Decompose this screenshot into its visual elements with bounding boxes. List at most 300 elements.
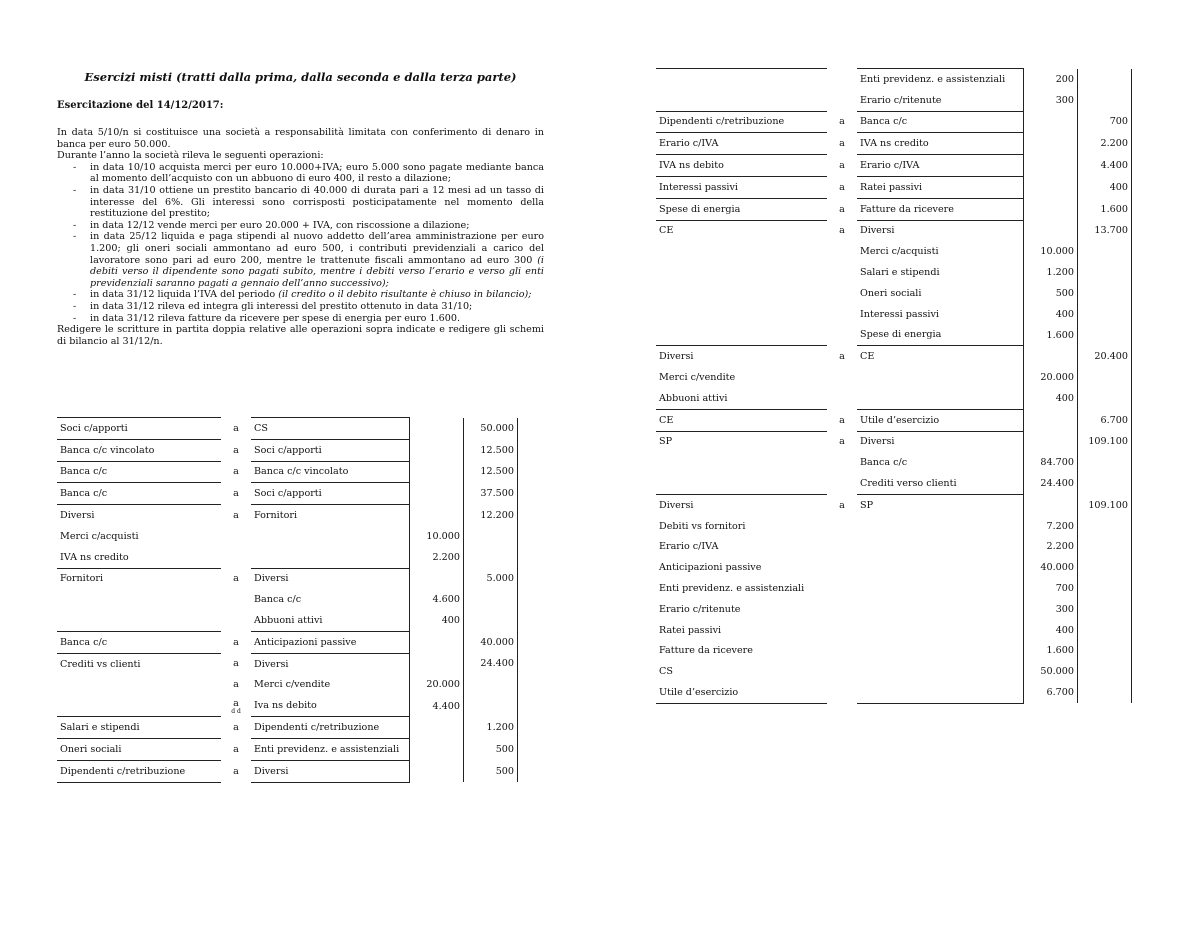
partial-amount-cell [410, 760, 464, 782]
a-marker-text: a [233, 658, 239, 670]
credit-account-cell [857, 641, 1024, 662]
credit-account-cell [251, 631, 410, 653]
partial-amount-cell [1024, 69, 1078, 90]
journal-row [57, 695, 518, 716]
partial-amount-cell [1024, 304, 1078, 325]
partial-amount-cell [410, 738, 464, 760]
closing-paragraph: Redigere le scritture in partita doppia relative alle operazioni sopra indicate e redigere gli schemi di bilancio al 31/12/n. [57, 324, 544, 347]
partial-amount-text: 300 [1055, 94, 1074, 106]
a-marker-cell [827, 494, 857, 515]
journal-row [57, 461, 518, 483]
a-marker-cell [221, 653, 251, 674]
document-title: Esercizi misti (tratti dalla prima, dalla seconda e dalla terza parte) [84, 70, 517, 84]
partial-amount-cell [410, 568, 464, 589]
a-marker-cell [221, 760, 251, 782]
credit-account-cell [857, 452, 1024, 473]
credit-account-text: Soci c/apporti [254, 488, 322, 500]
journal-row [656, 494, 1132, 515]
a-marker-cell [827, 176, 857, 198]
journal-row [656, 599, 1132, 620]
debit-account-cell [656, 516, 827, 537]
total-amount-cell [464, 717, 518, 739]
journal-row [656, 473, 1132, 494]
debit-account-cell [656, 262, 827, 283]
debit-account-text: Banca c/c [60, 466, 108, 478]
partial-amount-cell [1024, 473, 1078, 494]
total-amount-text: 12.200 [480, 509, 514, 521]
a-marker-text: a [233, 636, 239, 648]
a-marker-text: a [233, 765, 239, 777]
credit-account-cell [857, 367, 1024, 388]
partial-amount-cell [1024, 452, 1078, 473]
total-amount-text: 20.400 [1094, 351, 1128, 362]
debit-account-cell [57, 526, 221, 547]
credit-account-cell [857, 176, 1024, 198]
partial-amount-cell [1024, 661, 1078, 682]
credit-account-cell [251, 610, 410, 631]
journal-row [57, 589, 518, 610]
credit-account-text: Banca c/c vincolato [254, 466, 349, 478]
credit-account-cell [857, 241, 1024, 262]
total-amount-cell [1078, 494, 1132, 515]
credit-account-cell [857, 578, 1024, 599]
partial-amount-text: 1.600 [1046, 645, 1074, 657]
debit-account-cell [57, 547, 221, 568]
total-amount-cell [464, 439, 518, 461]
partial-amount-text: 40.000 [1040, 562, 1074, 574]
a-marker-cell [827, 557, 857, 578]
partial-amount-text: 7.200 [1046, 520, 1074, 532]
debit-account-cell [57, 695, 221, 716]
journal-entries-table-left [57, 417, 518, 783]
partial-amount-cell [410, 675, 464, 696]
partial-amount-text: 6.700 [1046, 687, 1074, 699]
debit-account-cell [656, 578, 827, 599]
partial-amount-cell [410, 717, 464, 739]
debit-account-text: Utile d’esercizio [659, 687, 739, 698]
total-amount-cell [1078, 641, 1132, 662]
credit-account-cell [251, 418, 410, 440]
partial-amount-cell [1024, 133, 1078, 155]
credit-account-cell [857, 661, 1024, 682]
credit-account-text: Dipendenti c/retribuzione [254, 722, 380, 734]
debit-account-text: CE [659, 414, 674, 426]
debit-account-cell [57, 760, 221, 782]
a-marker-cell [827, 661, 857, 682]
partial-amount-cell [1024, 111, 1078, 133]
journal-row [57, 526, 518, 547]
partial-amount-cell [1024, 241, 1078, 262]
operation-note: (il credito o il debito risultante è chiuso in bilancio); [278, 289, 532, 301]
partial-amount-cell [1024, 388, 1078, 409]
partial-amount-text: 4.600 [432, 594, 460, 606]
debit-account-text: Oneri sociali [60, 743, 122, 755]
total-amount-cell [1078, 452, 1132, 473]
total-amount-cell [464, 738, 518, 760]
total-amount-text: 12.500 [480, 444, 514, 456]
debit-account-cell [656, 388, 827, 409]
a-marker-text: a [839, 138, 845, 150]
credit-account-text: Banca c/c [860, 116, 908, 128]
total-amount-text: 500 [495, 743, 514, 755]
a-marker-cell [827, 90, 857, 111]
a-marker-cell [827, 346, 857, 367]
total-amount-cell [1078, 155, 1132, 177]
journal-row [656, 220, 1132, 241]
debit-account-text: Dipendenti c/retribuzione [659, 116, 785, 128]
partial-amount-text: 500 [1055, 287, 1074, 299]
journal-row [57, 760, 518, 782]
a-marker-text: a [839, 225, 845, 237]
partial-amount-cell [410, 589, 464, 610]
a-marker-cell [827, 367, 857, 388]
total-amount-cell [1078, 283, 1132, 304]
operation-text: in data 31/12 rileva ed integra gli interessi del prestito ottenuto in data 31/10; [90, 300, 473, 312]
operation-item [90, 231, 544, 289]
credit-account-cell [251, 461, 410, 483]
journal-row [656, 304, 1132, 325]
total-amount-text: 400 [1109, 181, 1128, 193]
credit-account-cell [251, 760, 410, 782]
total-amount-cell [1078, 388, 1132, 409]
debit-account-cell [656, 69, 827, 90]
journal-row [656, 262, 1132, 283]
credit-account-text: Diversi [860, 436, 895, 448]
total-amount-cell [1078, 346, 1132, 367]
partial-amount-cell [1024, 409, 1078, 431]
partial-amount-cell [410, 505, 464, 526]
debit-account-text: SP [659, 436, 673, 448]
debit-account-text: Erario c/ritenute [659, 603, 741, 615]
credit-account-cell [857, 494, 1024, 515]
debit-account-text: Banca c/c [60, 636, 108, 648]
journal-row [57, 717, 518, 739]
a-marker-cell [827, 325, 857, 346]
debit-account-cell [57, 653, 221, 674]
partial-amount-cell [1024, 155, 1078, 177]
credit-account-cell [857, 283, 1024, 304]
partial-amount-text: 1.200 [1046, 267, 1074, 279]
debit-account-cell [656, 494, 827, 515]
operation-item [90, 313, 544, 325]
debit-account-cell [656, 155, 827, 177]
total-amount-text: 500 [495, 765, 514, 777]
operations-list [57, 162, 544, 324]
credit-account-cell [251, 526, 410, 547]
a-marker-cell [221, 610, 251, 631]
a-marker-cell [827, 578, 857, 599]
credit-account-cell [857, 388, 1024, 409]
credit-account-cell [857, 133, 1024, 155]
credit-account-text: Oneri sociali [860, 287, 922, 299]
partial-amount-cell [1024, 641, 1078, 662]
a-marker-cell [827, 304, 857, 325]
intro-paragraph: In data 5/10/n si costituisce una società a responsabilità limitata con conferimento di denaro in banca per euro 50.000. [57, 127, 544, 150]
partial-amount-cell [1024, 494, 1078, 515]
debit-account-text: Debiti vs fornitori [659, 520, 746, 532]
partial-amount-text: 24.400 [1040, 478, 1074, 490]
a-marker-cell [221, 738, 251, 760]
credit-account-text: Merci c/vendite [254, 679, 331, 691]
partial-amount-cell [410, 439, 464, 461]
credit-account-text: Diversi [254, 765, 289, 777]
partial-amount-cell [1024, 682, 1078, 703]
debit-account-cell [656, 599, 827, 620]
total-amount-cell [464, 610, 518, 631]
total-amount-cell [464, 568, 518, 589]
debit-account-cell [57, 610, 221, 631]
total-amount-cell [464, 675, 518, 696]
partial-amount-cell [1024, 516, 1078, 537]
a-marker-cell [827, 283, 857, 304]
operation-item [90, 289, 544, 301]
credit-account-text: Iva ns debito [254, 700, 317, 712]
partial-amount-text: 400 [441, 615, 460, 627]
journal-row [656, 111, 1132, 133]
total-amount-cell [464, 461, 518, 483]
journal-row [57, 547, 518, 568]
a-marker-cell [221, 483, 251, 505]
a-marker-cell [221, 526, 251, 547]
debit-account-cell [656, 283, 827, 304]
debit-account-cell [656, 409, 827, 431]
credit-account-text: Ratei passivi [860, 181, 923, 193]
a-marker-text: a [839, 160, 845, 172]
debit-account-cell [656, 133, 827, 155]
partial-amount-text: 400 [1055, 624, 1074, 636]
debit-account-text: Enti previdenz. e assistenziali [659, 583, 805, 595]
credit-account-cell [251, 717, 410, 739]
journal-row [57, 505, 518, 526]
total-amount-cell [464, 589, 518, 610]
a-marker-cell [827, 155, 857, 177]
operation-item [90, 185, 544, 220]
partial-amount-text: 20.000 [1040, 372, 1074, 384]
debit-account-cell [656, 557, 827, 578]
credit-account-cell [251, 439, 410, 461]
journal-row [57, 653, 518, 674]
debit-account-text: Erario c/IVA [659, 138, 719, 150]
debit-account-text: Diversi [659, 499, 694, 511]
partial-amount-cell [1024, 537, 1078, 558]
credit-account-text: Erario c/IVA [860, 160, 920, 172]
journal-row [57, 439, 518, 461]
partial-amount-cell [1024, 198, 1078, 220]
credit-account-cell [857, 262, 1024, 283]
partial-amount-cell [1024, 283, 1078, 304]
a-marker-cell [221, 461, 251, 483]
partial-amount-cell [1024, 220, 1078, 241]
a-marker-cell [827, 262, 857, 283]
total-amount-text: 109.100 [1088, 499, 1128, 511]
partial-amount-text: 4.400 [432, 700, 460, 712]
total-amount-cell [1078, 516, 1132, 537]
debit-account-text: Merci c/vendite [659, 372, 736, 384]
credit-account-text: Merci c/acquisti [860, 246, 939, 258]
debit-account-cell [656, 241, 827, 262]
a-marker-cell [827, 409, 857, 431]
a-marker-cell [827, 111, 857, 133]
a-marker-cell [827, 388, 857, 409]
total-amount-cell [1078, 133, 1132, 155]
debit-account-cell [656, 367, 827, 388]
debit-account-text: Ratei passivi [659, 624, 722, 636]
total-amount-cell [464, 695, 518, 716]
a-marker-text: a [233, 573, 239, 585]
debit-account-cell [656, 452, 827, 473]
credit-account-text: Interessi passivi [860, 308, 939, 320]
debit-account-text: Interessi passivi [659, 181, 738, 193]
debit-account-cell [57, 589, 221, 610]
a-marker-cell [827, 537, 857, 558]
debit-account-text: Fornitori [60, 573, 104, 585]
debit-account-cell [57, 439, 221, 461]
debit-account-cell [656, 682, 827, 703]
debit-account-cell [656, 111, 827, 133]
a-marker-subscript: d d [231, 707, 241, 715]
operation-text: in data 31/12 liquida l’IVA del periodo [90, 289, 279, 301]
credit-account-text: SP [860, 499, 874, 511]
debit-account-text: IVA ns credito [60, 551, 129, 563]
a-marker-cell [827, 69, 857, 90]
total-amount-cell [1078, 409, 1132, 431]
partial-amount-cell [410, 526, 464, 547]
journal-row [57, 610, 518, 631]
debit-account-cell [656, 176, 827, 198]
journal-row [656, 641, 1132, 662]
partial-amount-cell [1024, 620, 1078, 641]
journal-row [656, 431, 1132, 452]
a-marker-cell [221, 589, 251, 610]
total-amount-cell [1078, 69, 1132, 90]
debit-account-cell [656, 620, 827, 641]
credit-account-cell [857, 537, 1024, 558]
journal-row [656, 661, 1132, 682]
credit-account-text: Abbuoni attivi [254, 615, 323, 627]
debit-account-cell [57, 631, 221, 653]
credit-account-cell [857, 69, 1024, 90]
credit-account-text: CS [254, 422, 268, 434]
total-amount-text: 13.700 [1094, 225, 1128, 237]
a-marker-text: a [233, 697, 239, 709]
debit-account-cell [656, 346, 827, 367]
debit-account-text: Spese di energia [659, 203, 741, 215]
a-marker-text: a [233, 509, 239, 521]
credit-account-text: Diversi [860, 225, 895, 237]
partial-amount-text: 84.700 [1040, 457, 1074, 469]
credit-account-cell [857, 346, 1024, 367]
partial-amount-text: 2.200 [432, 551, 460, 563]
exercise-subtitle: Esercitazione del 14/12/2017: [57, 100, 224, 111]
journal-row [656, 537, 1132, 558]
credit-account-cell [857, 325, 1024, 346]
a-marker-text: a [839, 116, 845, 128]
debit-account-cell [656, 641, 827, 662]
exercise-body [57, 127, 544, 347]
debit-account-text: Soci c/apporti [60, 422, 128, 434]
debit-account-text: Banca c/c vincolato [60, 444, 155, 456]
credit-account-text: Salari e stipendi [860, 267, 940, 279]
debit-account-cell [656, 537, 827, 558]
credit-account-cell [857, 431, 1024, 452]
debit-account-text: Erario c/IVA [659, 541, 719, 553]
credit-account-text: Crediti verso clienti [860, 478, 957, 490]
a-marker-cell [221, 695, 251, 716]
credit-account-cell [857, 682, 1024, 703]
total-amount-text: 700 [1109, 116, 1128, 128]
a-marker-cell [827, 133, 857, 155]
credit-account-text: IVA ns credito [860, 138, 929, 150]
credit-account-text: Soci c/apporti [254, 444, 322, 456]
journal-row [656, 133, 1132, 155]
partial-amount-cell [410, 631, 464, 653]
a-marker-cell [827, 220, 857, 241]
operation-text: in data 31/12 rileva fatture da ricevere per spese di energia per euro 1.600. [90, 312, 461, 324]
total-amount-cell [464, 526, 518, 547]
credit-account-cell [857, 220, 1024, 241]
partial-amount-cell [1024, 599, 1078, 620]
journal-row [656, 90, 1132, 111]
partial-amount-text: 700 [1055, 583, 1074, 595]
credit-account-cell [857, 516, 1024, 537]
journal-row [57, 631, 518, 653]
debit-account-text: Dipendenti c/retribuzione [60, 765, 186, 777]
credit-account-text: Enti previdenz. e assistenziali [860, 73, 1006, 85]
total-amount-text: 2.200 [1100, 138, 1128, 150]
credit-account-text: Diversi [254, 658, 289, 670]
journal-row [656, 155, 1132, 177]
journal-row [656, 346, 1132, 367]
total-amount-text: 24.400 [480, 658, 514, 670]
a-marker-cell [221, 717, 251, 739]
partial-amount-cell [410, 418, 464, 440]
a-marker-text: a [839, 499, 845, 511]
debit-account-text: Diversi [659, 351, 694, 363]
journal-row [656, 388, 1132, 409]
total-amount-cell [1078, 661, 1132, 682]
journal-row [656, 409, 1132, 431]
total-amount-cell [1078, 325, 1132, 346]
partial-amount-cell [410, 461, 464, 483]
credit-account-cell [857, 599, 1024, 620]
debit-account-text: Anticipazioni passive [659, 562, 762, 574]
total-amount-cell [1078, 367, 1132, 388]
credit-account-text: Enti previdenz. e assistenziali [254, 743, 400, 755]
journal-row [656, 620, 1132, 641]
total-amount-cell [464, 653, 518, 674]
debit-account-cell [57, 675, 221, 696]
journal-row [656, 557, 1132, 578]
credit-account-text: Fatture da ricevere [860, 203, 954, 215]
operation-text: in data 12/12 vende merci per euro 20.000 + IVA, con riscossione a dilazione; [90, 219, 470, 231]
debit-account-text: Fatture da ricevere [659, 645, 753, 657]
operation-item [90, 301, 544, 313]
credit-account-cell [857, 620, 1024, 641]
total-amount-text: 1.600 [1100, 203, 1128, 215]
credit-account-text: Banca c/c [860, 457, 908, 469]
operation-note: (i debiti verso il dipendente sono pagati subito, mentre i debiti verso l’erario e verso gli enti previdenziali saranno pagati a gennaio dell’anno successivo); [90, 254, 544, 289]
during-year-paragraph: Durante l’anno la società rileva le seguenti operazioni: [57, 150, 324, 162]
partial-amount-text: 1.600 [1046, 329, 1074, 341]
a-marker-cell [827, 620, 857, 641]
total-amount-text: 6.700 [1100, 414, 1128, 426]
credit-account-cell [857, 90, 1024, 111]
credit-account-cell [857, 155, 1024, 177]
total-amount-cell [1078, 111, 1132, 133]
partial-amount-cell [410, 695, 464, 716]
total-amount-text: 50.000 [480, 422, 514, 434]
a-marker-cell [221, 675, 251, 696]
